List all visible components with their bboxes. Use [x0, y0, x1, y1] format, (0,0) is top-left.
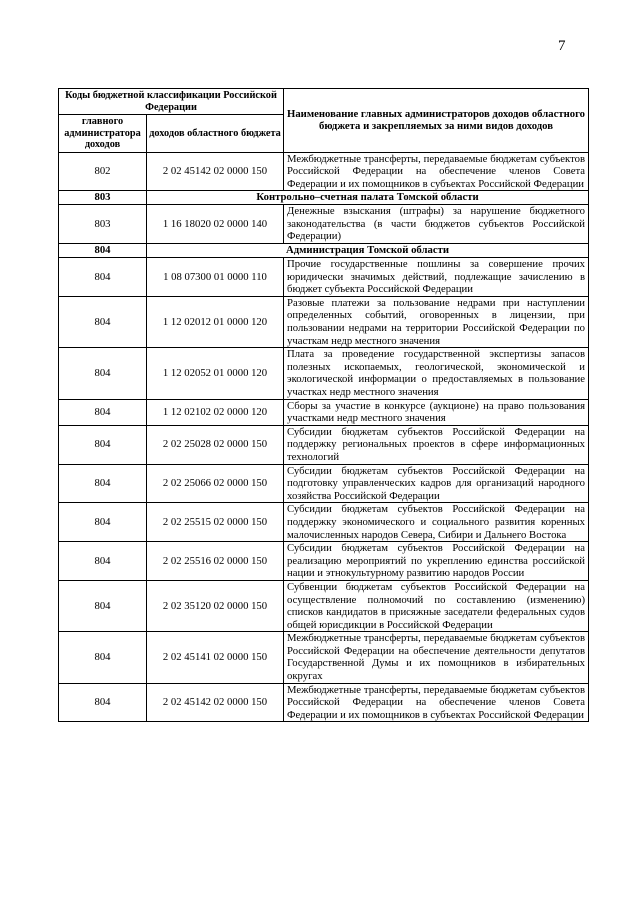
income-code-cell: 2 02 25028 02 0000 150 [147, 425, 284, 464]
administrator-header-row [59, 191, 589, 205]
income-description-cell: Межбюджетные трансферты, передаваемые бюджетам субъектов Российской Федерации на обеспечение членов Совета Федерации и их помощников в субъектах Российской Федерации [284, 683, 589, 722]
income-description-cell: Сборы за участие в конкурсе (аукционе) на право пользования участками недр местного значения [284, 399, 589, 425]
income-code-cell: 2 02 45141 02 0000 150 [147, 632, 284, 683]
admin-code-cell: 804 [59, 464, 147, 503]
table-row [59, 683, 589, 722]
income-description-cell: Денежные взыскания (штрафы) за нарушение бюджетного законодательства (в части бюджетов субъектов Российской Федерации) [284, 205, 589, 244]
budget-classification-table [58, 88, 589, 722]
income-description-cell: Прочие государственные пошлины за совершение прочих юридически значимых действий, подлежащие зачислению в бюджет субъекта Российской Федерации [284, 258, 589, 297]
table-row [59, 348, 589, 399]
income-code-cell: 1 12 02052 01 0000 120 [147, 348, 284, 399]
page-number: 7 [558, 38, 566, 54]
administrator-name-cell: Администрация Томской области [147, 244, 589, 258]
income-code-cell: 2 02 25516 02 0000 150 [147, 542, 284, 581]
income-code-cell: 2 02 25515 02 0000 150 [147, 503, 284, 542]
income-code-cell: 1 08 07300 01 0000 110 [147, 258, 284, 297]
income-code-cell: 2 02 45142 02 0000 150 [147, 683, 284, 722]
income-description-cell: Субсидии бюджетам субъектов Российской Федерации на поддержку экономического и социального развития коренных малочисленных народов Севера, Сибири и Дальнего Востока [284, 503, 589, 542]
income-description-cell: Субсидии бюджетам субъектов Российской Федерации на подготовку управленческих кадров для организаций народного хозяйства Российской Федерации [284, 464, 589, 503]
header-chief-administrator: главного администратора доходов [59, 115, 147, 153]
income-description-cell: Субвенции бюджетам субъектов Российской Федерации на осуществление полномочий по составлению (изменению) списков кандидатов в присяжные заседатели федеральных судов общей юрисдикции в Российской Федерации [284, 580, 589, 631]
header-administrators-name: Наименование главных администраторов доходов областного бюджета и закрепляемых за ними видов доходов [284, 89, 589, 153]
admin-code-cell: 804 [59, 632, 147, 683]
table-row [59, 632, 589, 683]
header-codes-group: Коды бюджетной классификации Российской Федерации [59, 89, 284, 115]
admin-code-cell: 802 [59, 152, 147, 191]
income-description-cell: Субсидии бюджетам субъектов Российской Федерации на реализацию мероприятий по укреплению единства российской нации и этнокультурному развитию народов России [284, 542, 589, 581]
income-code-cell: 2 02 35120 02 0000 150 [147, 580, 284, 631]
income-description-cell: Межбюджетные трансферты, передаваемые бюджетам субъектов Российской Федерации на обеспечение деятельности депутатов Государственной Думы и их помощников в избирательных округах [284, 632, 589, 683]
table-row [59, 580, 589, 631]
admin-code-cell: 804 [59, 296, 147, 347]
table-row [59, 425, 589, 464]
admin-code-cell: 804 [59, 244, 147, 258]
income-code-cell: 2 02 25066 02 0000 150 [147, 464, 284, 503]
admin-code-cell: 804 [59, 503, 147, 542]
administrator-name-cell: Контрольно–счетная палата Томской области [147, 191, 589, 205]
admin-code-cell: 804 [59, 542, 147, 581]
income-description-cell: Субсидии бюджетам субъектов Российской Федерации на поддержку региональных проектов в сфере информационных технологий [284, 425, 589, 464]
income-description-cell: Межбюджетные трансферты, передаваемые бюджетам субъектов Российской Федерации на обеспечение членов Совета Федерации и их помощников в субъектах Российской Федерации [284, 152, 589, 191]
admin-code-cell: 804 [59, 683, 147, 722]
income-description-cell: Плата за проведение государственной экспертизы запасов полезных ископаемых, геологической, экономической и экологической информации о предоставляемых в пользование участках недр местного значения [284, 348, 589, 399]
income-code-cell: 1 12 02102 02 0000 120 [147, 399, 284, 425]
table-row [59, 542, 589, 581]
admin-code-cell: 804 [59, 399, 147, 425]
administrator-header-row [59, 244, 589, 258]
income-code-cell: 1 16 18020 02 0000 140 [147, 205, 284, 244]
table-row [59, 464, 589, 503]
admin-code-cell: 804 [59, 580, 147, 631]
income-code-cell: 1 12 02012 01 0000 120 [147, 296, 284, 347]
table-row [59, 258, 589, 297]
header-regional-income: доходов областного бюджета [147, 115, 284, 153]
admin-code-cell: 804 [59, 425, 147, 464]
income-description-cell: Разовые платежи за пользование недрами при наступлении определенных событий, оговоренных в лицензии, при пользовании недрами на территории Российской Федерации по участкам недр местного значения [284, 296, 589, 347]
table-row [59, 205, 589, 244]
table-row [59, 399, 589, 425]
admin-code-cell: 803 [59, 191, 147, 205]
table-row [59, 503, 589, 542]
income-code-cell: 2 02 45142 02 0000 150 [147, 152, 284, 191]
table-row [59, 296, 589, 347]
table-row [59, 152, 589, 191]
admin-code-cell: 804 [59, 348, 147, 399]
admin-code-cell: 804 [59, 258, 147, 297]
admin-code-cell: 803 [59, 205, 147, 244]
